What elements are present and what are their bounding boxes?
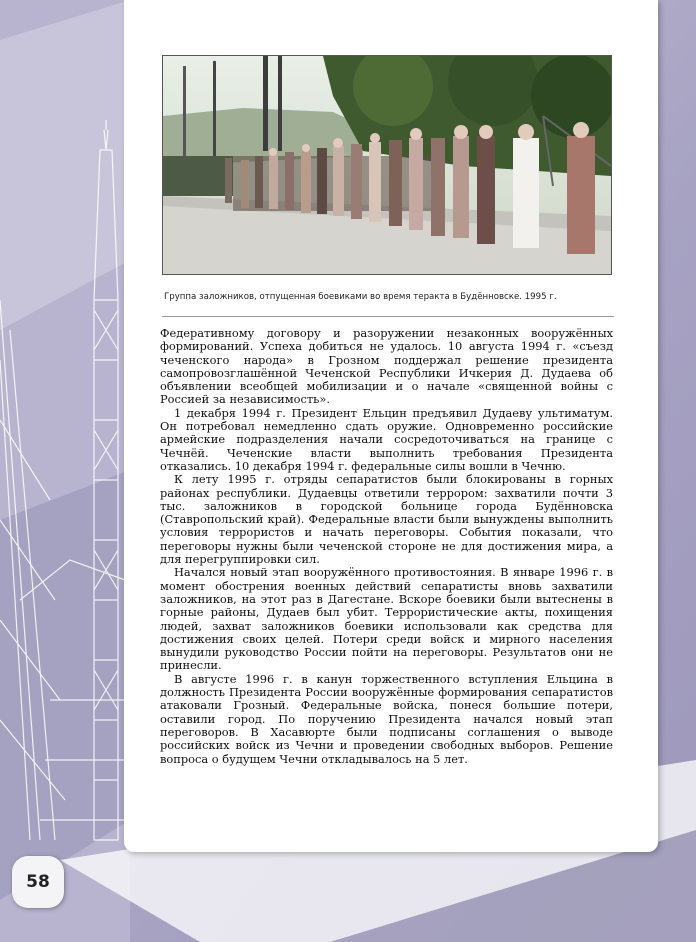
paragraph: Начался новый этап вооружённого противостояния. В январе 1996 г. в момент обострения военных действий сепаратисты вновь захватили заложников, на этот раз в Дагестане. Вскоре боевики были вытеснены в горные районы, Дудаев был убит. Террористические акты, похищения людей, захват заложников боевики использовали как средства для достижения своих целей. Потери среди войск и мирного населения вынудили руководство России пойти на переговоры. Результатов они не принесли. (160, 565, 613, 673)
photo-caption: Группа заложников, отпущенная боевиками во время теракта в Будённовске. 1995 г. (164, 292, 557, 302)
paragraph: К лету 1995 г. отряды сепаратистов были блокированы в горных районах республики. Дудаевцы ответили террором: захватили почти 3 тыс. заложников в городской больнице города Будённовска (Ставропольский край). Федеральные власти были вынуждены выполнить условия террористов и начать переговоры. События показали, что переговоры нужны были чеченской стороне не для достижения мира, а для перегруппировки сил. (160, 472, 613, 567)
paragraph: В августе 1996 г. в канун торжественного вступления Ельцина в должность Президента России вооружённые формирования сепаратистов атаковали Грозный. Федеральные войска, понеся большие потери, оставили город. По поручению Президента начался новый этап переговоров. В Хасавюрте были подписаны соглашения о выводе российских войск из Чечни и проведении свободных выборов. Решение вопроса о будущем Чечни откладывалось на 5 лет. (160, 671, 613, 766)
hostages-photo (162, 55, 612, 275)
paragraph: Федеративному договору и разоружении незаконных вооружённых формирований. Успеха добиться не удалось. 10 августа 1994 г. «съезд чеченского народа» в Грозном поддержал решение президента самопровозглашённой Чеченской Республики Ичкерия Д. Дудаева об объявлении всеобщей мобилизации и о начале «священной войны с Россией за независимость». (160, 326, 613, 407)
body-text (160, 327, 613, 766)
caption-divider (162, 316, 614, 317)
page-card (124, 0, 658, 852)
paragraph: 1 декабря 1994 г. Президент Ельцин предъявил Дудаеву ультиматум. Он потребовал немедленно сдать оружие. Одновременно российские армейские подразделения начали сосредоточиваться на границе с Чечнёй. Чеченские власти выполнить требования Президента отказались. 10 декабря 1994 г. федеральные силы вошли в Чечню. (160, 405, 613, 473)
page-number: 58 (12, 856, 64, 908)
